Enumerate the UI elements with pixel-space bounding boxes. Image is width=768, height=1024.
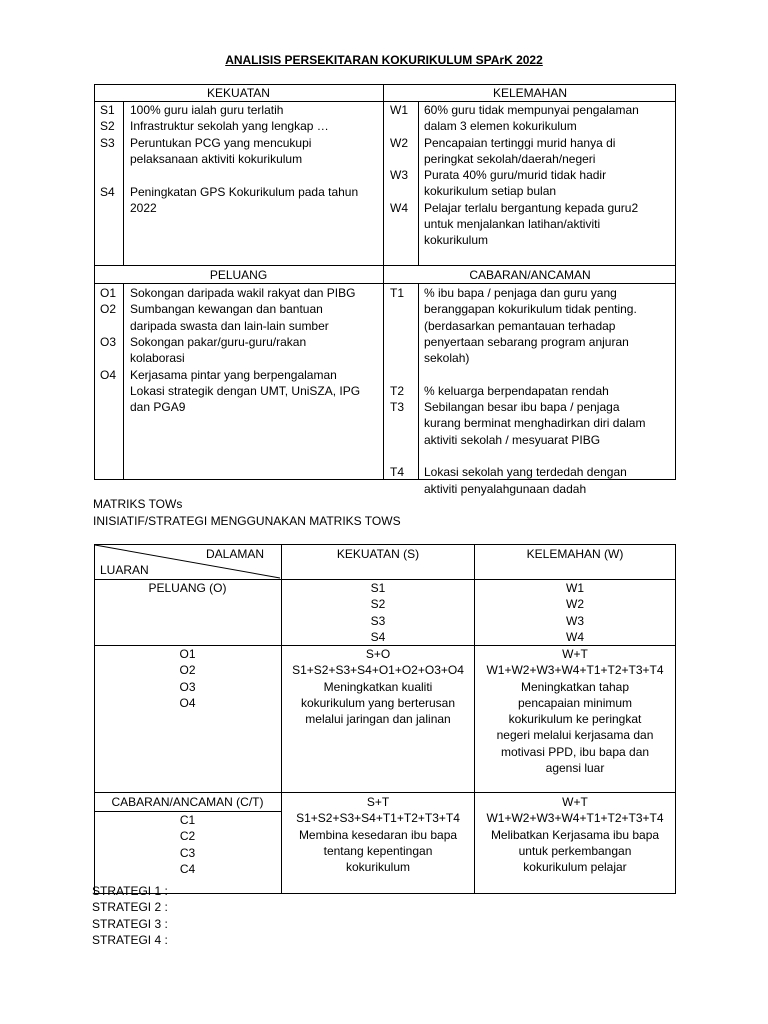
wt-top-line: negeri melalui kerjasama dan — [496, 728, 654, 743]
so-line: S1+S2+S3+S4+O1+O2+O3+O4 — [292, 663, 464, 678]
peluang-code: O4 — [100, 367, 117, 382]
cabaran-item — [424, 464, 627, 497]
tows-sublabel: INISIATIF/STRATEGI MENGGUNAKAN MATRIKS TOWS — [93, 514, 401, 528]
w-item: W2 — [566, 597, 584, 612]
kelemahan-item-line: untuk menjalankan latihan/aktiviti — [424, 217, 601, 232]
strategi-line: STRATEGI 4 : — [92, 932, 168, 947]
kekuatan-item — [130, 102, 283, 118]
cabaran-item-line: sekolah) — [424, 351, 470, 366]
page-title: ANALISIS PERSEKITARAN KOKURIKULUM SPArK 2022 — [225, 53, 543, 67]
kelemahan-item-line: 60% guru tidak mempunyai pengalaman — [424, 103, 639, 117]
wt-top-line: W+T — [562, 647, 588, 661]
w-item: W1 — [566, 581, 584, 595]
wt-bottom-line: W1+W2+W3+W4+T1+T2+T3+T4 — [486, 811, 664, 826]
kelemahan-item-line: Pelajar terlalu bergantung kepada guru2 — [424, 200, 639, 215]
row-peluang: PELUANG (O) — [148, 581, 227, 595]
cabaran-header: CABARAN/ANCAMAN — [469, 268, 591, 282]
peluang-code: O1 — [100, 286, 117, 300]
peluang-item — [130, 285, 355, 301]
wt-bottom-line: W+T — [562, 795, 588, 809]
wt-top-line: kokurikulum ke peringkat — [508, 712, 642, 727]
o-item: O4 — [179, 695, 196, 710]
cabaran-code: T1 — [390, 286, 405, 300]
peluang-code: O3 — [100, 334, 117, 349]
strategi-line: STRATEGI 2 : — [92, 900, 168, 915]
peluang-item-line: Lokasi strategik dengan UMT, UniSZA, IPG — [130, 383, 361, 398]
cabaran-code: T4 — [390, 465, 405, 480]
kelemahan-item-line: kokurikulum setiap bulan — [424, 184, 557, 199]
kekuatan-code: S1 — [100, 103, 115, 117]
st-line: kokurikulum — [345, 860, 411, 875]
kekuatan-code: S2 — [100, 119, 115, 134]
cabaran-item-line: aktiviti sekolah / mesyuarat PIBG — [424, 432, 601, 447]
peluang-item-line: kolaborasi — [130, 351, 185, 366]
wt-strategy-top — [475, 646, 675, 776]
peluang-item-line: Sokongan pakar/guru-guru/rakan — [130, 334, 307, 349]
cabaran-item-line: aktiviti penyalahgunaan dadah — [424, 481, 587, 496]
c-item: C2 — [179, 829, 196, 844]
kelemahan-item — [424, 102, 639, 135]
wt-bottom-line: untuk perkembangan — [518, 843, 632, 858]
o-item: O3 — [179, 679, 196, 694]
kelemahan-item-line: Pencapaian tertinggi murid hanya di — [424, 135, 616, 150]
wt-top-line: motivasi PPD, ibu bapa dan — [500, 744, 650, 759]
kelemahan-code: W2 — [390, 135, 408, 150]
s-item: S1 — [370, 581, 386, 595]
wt-strategy-bottom — [475, 794, 675, 875]
cabaran-item — [424, 383, 609, 399]
cabaran-item-line: Sebilangan besar ibu bapa / penjaga — [424, 400, 620, 415]
cabaran-item-line: beranggapan kokurikulum tidak penting. — [424, 302, 637, 317]
cabaran-item-line: penyertaan sebarang program anjuran — [424, 334, 629, 349]
peluang-item-line: Sokongan daripada wakil rakyat dan PIBG — [130, 286, 356, 300]
peluang-item-line: Sumbangan kewangan dan bantuan — [130, 302, 323, 317]
peluang-header: PELUANG — [209, 268, 268, 282]
col-kelemahan: KELEMAHAN (W) — [526, 547, 624, 561]
peluang-item — [130, 301, 329, 334]
kelemahan-header: KELEMAHAN — [492, 86, 568, 100]
cabaran-code: T3 — [390, 400, 405, 415]
kekuatan-code: S4 — [100, 184, 115, 199]
kekuatan-header: KEKUATAN — [207, 86, 270, 100]
corner-luaran: LUARAN — [100, 563, 149, 577]
kekuatan-item — [130, 184, 358, 217]
tows-matrix — [94, 544, 676, 894]
cabaran-item-line: % keluarga berpendapatan rendah — [424, 383, 609, 398]
kelemahan-item — [424, 200, 638, 249]
corner-dalaman: DALAMAN — [206, 547, 265, 561]
so-line: kokurikulum yang berterusan — [300, 695, 456, 710]
kelemahan-code: W4 — [390, 200, 408, 215]
swot-table — [94, 84, 676, 496]
row-cabaran: CABARAN/ANCAMAN (C/T) — [111, 795, 264, 809]
w-item: W4 — [566, 629, 584, 644]
cabaran-code: T2 — [390, 383, 405, 398]
st-line: Membina kesedaran ibu bapa — [298, 827, 458, 842]
st-line: tentang kepentingan — [323, 843, 433, 858]
wt-top-line: Meningkatkan tahap — [520, 679, 630, 694]
c-list — [94, 812, 281, 877]
s-item: S2 — [370, 597, 386, 612]
cabaran-item-line: kurang berminat menghadirkan diri dalam — [424, 416, 646, 431]
peluang-code: O2 — [100, 302, 117, 317]
strategi-line: STRATEGI 1 : — [92, 884, 168, 898]
kekuatan-item — [130, 118, 329, 134]
tows-label: MATRIKS TOWs — [93, 497, 183, 511]
cabaran-item-line: % ibu bapa / penjaga dan guru yang — [424, 286, 617, 300]
kelemahan-item-line: dalam 3 elemen kokurikulum — [424, 119, 577, 134]
peluang-item-line: Kerjasama pintar yang berpengalaman — [130, 367, 337, 382]
kekuatan-item-line: Infrastruktur sekolah yang lengkap … — [130, 119, 329, 134]
st-line: S+T — [366, 795, 390, 809]
kelemahan-item-line: peringkat sekolah/daerah/negeri — [424, 151, 596, 166]
st-line: S1+S2+S3+S4+T1+T2+T3+T4 — [296, 811, 460, 826]
peluang-item-line: dan PGA9 — [130, 400, 186, 415]
kekuatan-item — [130, 135, 311, 168]
kelemahan-code: W1 — [390, 103, 408, 117]
s-item: S3 — [370, 613, 386, 628]
st-strategy — [282, 794, 474, 875]
strategi-line: STRATEGI 3 : — [92, 916, 168, 931]
c-item: C4 — [179, 861, 196, 876]
wt-top-line: pencapaian minimum — [517, 695, 633, 710]
kekuatan-item-line: 2022 — [130, 200, 157, 215]
cabaran-item — [424, 285, 637, 366]
kekuatan-item-line: Peruntukan PCG yang mencukupi — [130, 135, 312, 150]
s-list — [282, 580, 474, 645]
cabaran-item-line: Lokasi sekolah yang terdedah dengan — [424, 465, 627, 480]
s-item: S4 — [370, 629, 386, 644]
kelemahan-item-line: kokurikulum — [424, 233, 489, 248]
c-item: C3 — [179, 845, 196, 860]
kelemahan-item — [424, 167, 606, 200]
cabaran-item-line: (berdasarkan pemantauan terhadap — [424, 318, 616, 333]
peluang-item-line: daripada swasta dan lain-lain sumber — [130, 318, 329, 333]
wt-top-line: agensi luar — [545, 761, 605, 776]
so-line: melalui jaringan dan jalinan — [305, 712, 451, 727]
o-list — [94, 646, 281, 711]
w-item: W3 — [566, 613, 584, 628]
w-list — [475, 580, 675, 645]
so-line: Meningkatkan kualiti — [323, 679, 433, 694]
peluang-item — [130, 334, 306, 367]
kelemahan-item-line: Purata 40% guru/murid tidak hadir — [424, 168, 607, 183]
cabaran-item — [424, 399, 645, 448]
c-item: C1 — [179, 813, 196, 827]
peluang-item — [130, 367, 360, 416]
kekuatan-item-line: 100% guru ialah guru terlatih — [130, 103, 284, 117]
wt-bottom-line: kokurikulum pelajar — [523, 860, 627, 875]
o-item: O2 — [179, 663, 196, 678]
kekuatan-item-line: Peningkatan GPS Kokurikulum pada tahun — [130, 184, 359, 199]
kekuatan-code: S3 — [100, 135, 115, 150]
wt-bottom-line: Melibatkan Kerjasama ibu bapa — [490, 827, 660, 842]
kelemahan-code: W3 — [390, 168, 408, 183]
kekuatan-item-line: pelaksanaan aktiviti kokurikulum — [130, 151, 303, 166]
so-strategy — [282, 646, 474, 727]
wt-top-line: W1+W2+W3+W4+T1+T2+T3+T4 — [486, 663, 664, 678]
so-line: S+O — [365, 647, 391, 661]
kelemahan-item — [424, 135, 615, 168]
col-kekuatan: KEKUATAN (S) — [336, 547, 420, 561]
o-item: O1 — [179, 647, 196, 661]
